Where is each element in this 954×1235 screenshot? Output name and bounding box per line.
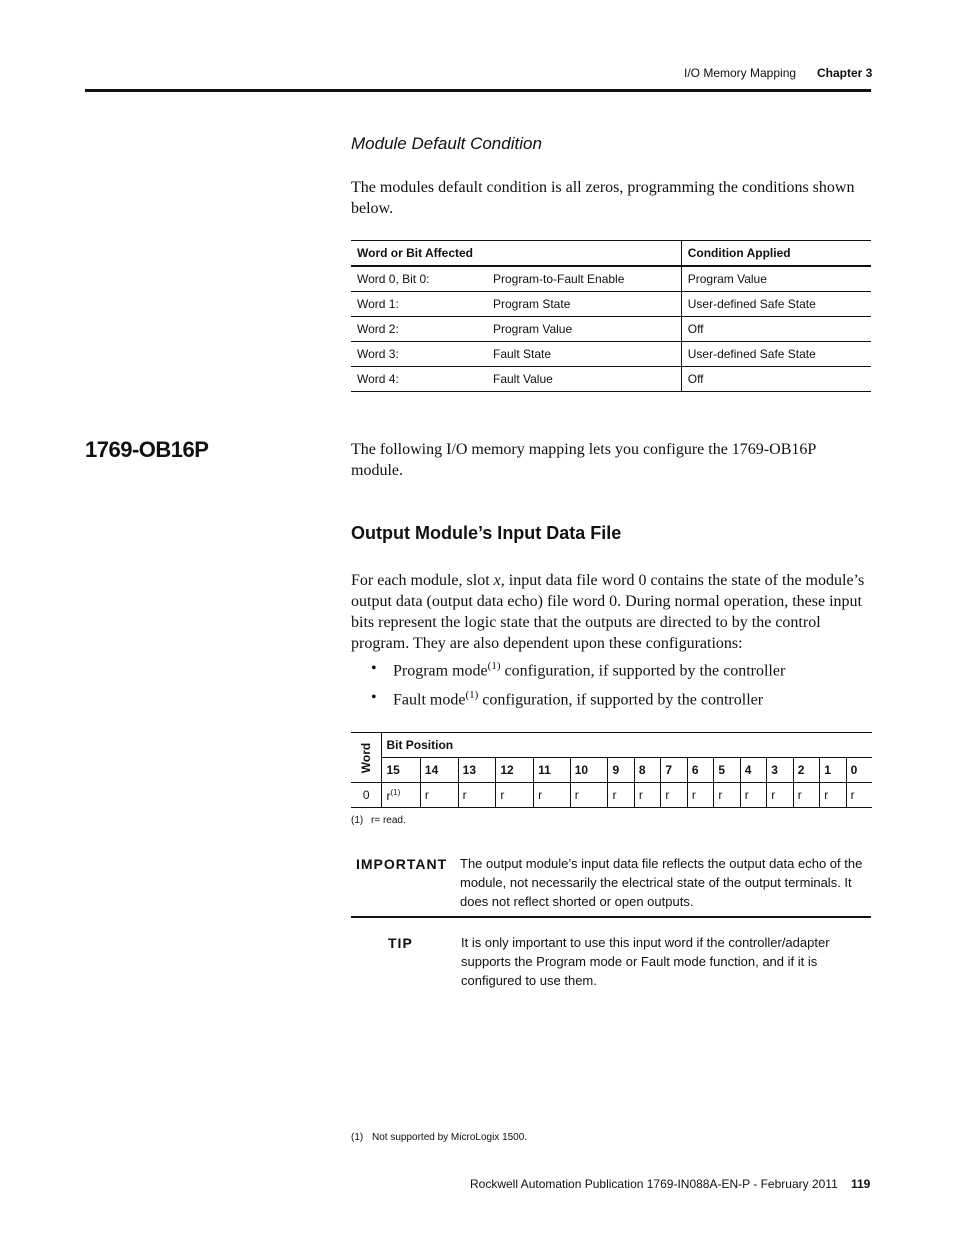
bit-value: r (846, 783, 872, 808)
table-row (351, 733, 872, 758)
bit-position-header: Bit Position (382, 733, 872, 758)
bit-number: 15 (382, 758, 420, 783)
table-cell: User-defined Safe State (681, 292, 871, 317)
footer-publication: Rockwell Automation Publication 1769-IN088A-EN-P - February 2011 (470, 1177, 838, 1191)
table-header-row (351, 241, 871, 267)
table-cell: Program Value (681, 266, 871, 292)
table-cell: Fault Value (487, 367, 681, 392)
header-chapter: Chapter 3 (817, 66, 873, 80)
table-row (351, 783, 872, 808)
word-header: Word (351, 733, 382, 783)
table-cell: Word 0, Bit 0: (351, 266, 487, 292)
bit-value: r (534, 783, 571, 808)
bit-value: r (496, 783, 534, 808)
tip-label: TIP (388, 935, 413, 951)
footnote-ref: (1) (390, 787, 401, 797)
bit-value: $r^{(1)}$ (382, 783, 420, 808)
bit-number: 12 (496, 758, 534, 783)
table-header-cell: Condition Applied (681, 241, 871, 267)
tip-text: It is only important to use this input word if the controller/adapter supports the Program mode or Fault mode function, and if it is configured to use them. (461, 935, 830, 988)
bit-number: 13 (458, 758, 496, 783)
footnote-text: Not supported by MicroLogix 1500. (372, 1132, 528, 1143)
bit-value: r (420, 783, 458, 808)
table-cell: Off (681, 317, 871, 342)
bit-value: r (740, 783, 766, 808)
table-cell: Word 4: (351, 367, 487, 392)
footnote-number: (1) (351, 1132, 364, 1143)
bit-number: 7 (661, 758, 687, 783)
word-number: 0 (351, 783, 382, 808)
bit-number: 6 (687, 758, 713, 783)
table-cell: Word 1: (351, 292, 487, 317)
bit-value: r (634, 783, 660, 808)
footnote-ref: (1) (465, 689, 479, 701)
bit-number: 5 (714, 758, 740, 783)
important-rule (351, 916, 871, 918)
header-rule (85, 89, 871, 92)
important-text: The output module’s input data file reflects the output data echo of the module, not necessarily the electrical state of the output terminals. It does not reflect shorted or open outputs. (460, 856, 863, 909)
table-row (351, 266, 871, 292)
table-note-number: (1) (351, 815, 364, 826)
bit-number: 8 (634, 758, 660, 783)
bit-value: r (714, 783, 740, 808)
bit-value: r (570, 783, 608, 808)
default-condition-table (351, 240, 871, 392)
table-row (351, 342, 871, 367)
section-intro: The following I/O memory mapping lets you configure the 1769-OB16P module. (351, 441, 816, 479)
bit-number-row (351, 758, 872, 783)
bit-value: r (661, 783, 687, 808)
footnote-ref: (1) (487, 660, 501, 672)
bit-value: r (458, 783, 496, 808)
bit-number: 14 (420, 758, 458, 783)
bit-position-table (351, 732, 872, 808)
table-row (351, 292, 871, 317)
bit-number: 0 (846, 758, 872, 783)
table-row (351, 367, 871, 392)
bit-value: r (767, 783, 793, 808)
section-title: 1769-OB16P (85, 437, 209, 462)
subsection-title: Output Module’s Input Data File (351, 523, 622, 543)
slot-variable: x (493, 572, 501, 589)
header-section: I/O Memory Mapping (684, 66, 797, 80)
bit-number: 10 (570, 758, 608, 783)
bit-number: 4 (740, 758, 766, 783)
table-cell: Fault State (487, 342, 681, 367)
table-cell: Program-to-Fault Enable (487, 266, 681, 292)
page-number: 119 (851, 1177, 871, 1191)
table-note-text: r= read. (371, 815, 406, 826)
bullet-item: • Program mode$^{(1)}$ configuration, if supported by the controller (371, 660, 786, 680)
table-cell: Off (681, 367, 871, 392)
default-condition-paragraph: The modules default condition is all zeros, programming the conditions shown below. (351, 179, 855, 217)
table-cell: Program State (487, 292, 681, 317)
important-label: IMPORTANT (356, 856, 448, 872)
bit-value: r (687, 783, 713, 808)
table-header-cell: Word or Bit Affected (351, 241, 681, 267)
subsection-paragraph: For each module, slot x, input data file word 0 contains the state of the module’s output data (output data echo) file word 0. During normal operation, these input bits represent the logic state that the outputs are directed to by the control program. They are also dependent upon these configurations: (351, 572, 865, 652)
bit-number: 2 (793, 758, 819, 783)
default-condition-heading: Module Default Condition (351, 134, 542, 153)
table-row (351, 317, 871, 342)
bit-value: r (820, 783, 846, 808)
table-cell: Program Value (487, 317, 681, 342)
table-cell: Word 3: (351, 342, 487, 367)
bit-value: r (793, 783, 819, 808)
table-cell: Word 2: (351, 317, 487, 342)
bit-number: 1 (820, 758, 846, 783)
table-cell: User-defined Safe State (681, 342, 871, 367)
bit-number: 9 (608, 758, 634, 783)
bullet-item: • Fault mode$^{(1)}$ configuration, if supported by the controller (371, 689, 764, 709)
bit-number: 3 (767, 758, 793, 783)
bit-number: 11 (534, 758, 571, 783)
bit-value: r (608, 783, 634, 808)
